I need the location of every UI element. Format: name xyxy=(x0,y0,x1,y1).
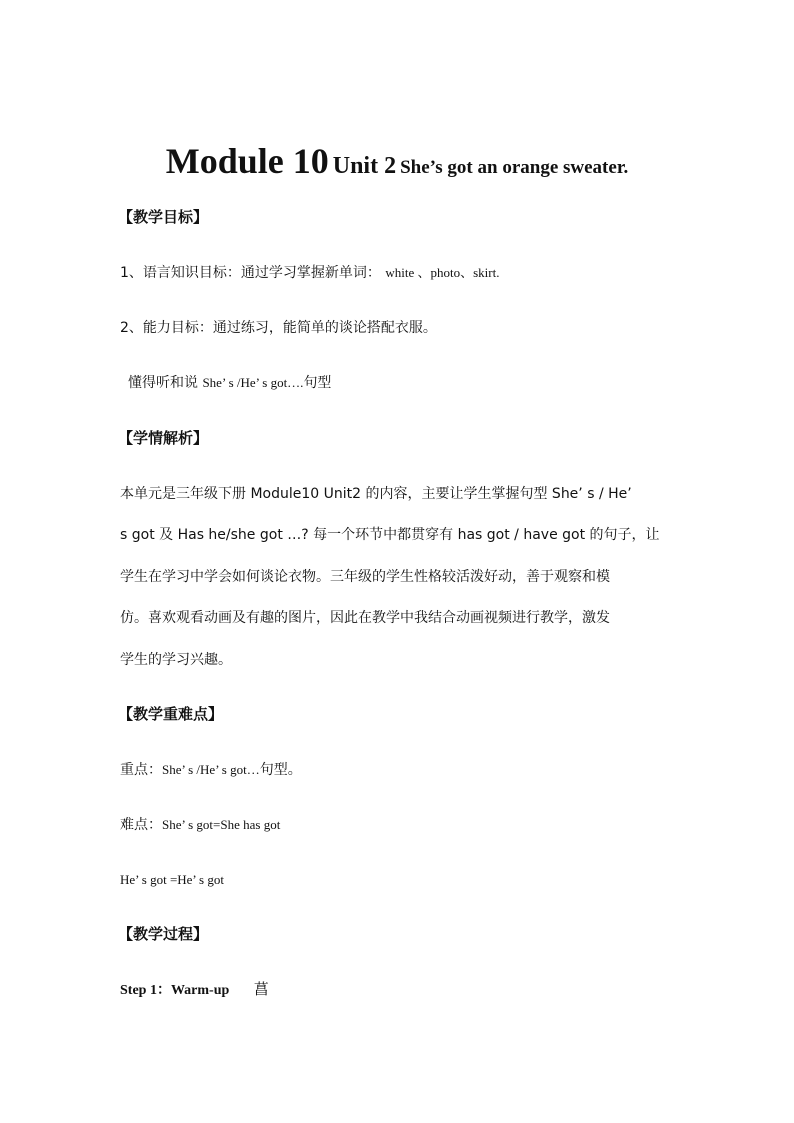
analysis-line: s got 及 Has he/she got …? 每一个环节中都贯穿有 has got / have got 的句子，让 xyxy=(120,527,660,543)
key-point-label: 重点： xyxy=(120,762,162,778)
objective-2-en: She’ s /He’ s got…. xyxy=(202,375,304,390)
key-points-heading: 【教学重难点】 xyxy=(118,705,224,723)
step-1-label: Step 1：Warm-up xyxy=(120,983,230,998)
analysis-line: 学生在学习中学会如何谈论衣物。三年级的学生性格较活泼好动，善于观察和模 xyxy=(120,569,610,585)
difficulty-en: She’ s got=She has got xyxy=(162,817,281,832)
step-1 xyxy=(120,980,680,1000)
analysis-line: 学生的学习兴趣。 xyxy=(120,652,232,668)
objective-2-tail: 句型 xyxy=(303,375,332,391)
objectives-heading: 【教学目标】 xyxy=(118,208,209,226)
difficulty-point xyxy=(120,816,680,834)
title-module: Module 10 xyxy=(165,141,329,181)
objective-1-label: 1、语言知识目标：通过学习掌握新单词： xyxy=(120,265,381,281)
title-lesson: She’s got an orange sweater. xyxy=(400,157,629,178)
title-unit: Unit 2 xyxy=(332,153,397,179)
key-point-en: She’ s /He’ s got… xyxy=(162,762,260,777)
difficulty-line-2: He’ s got =He’ s got xyxy=(120,872,224,887)
key-point xyxy=(120,761,680,779)
objective-2-continued xyxy=(128,374,688,392)
objective-1 xyxy=(120,264,680,282)
page-title xyxy=(0,140,794,182)
objective-2: 2、能力目标：通过练习，能简单的谈论搭配衣服。 xyxy=(120,320,437,336)
difficulty-label: 难点： xyxy=(120,817,162,833)
analysis-line: 本单元是三年级下册 Module10 Unit2 的内容，主要让学生掌握句型 She’ s / He’ xyxy=(120,486,632,502)
objective-2-cn: 懂得听和说 xyxy=(128,375,198,391)
objective-1-words: white 、photo、skirt. xyxy=(385,265,500,280)
analysis-line: 仿。喜欢观看动画及有趣的图片，因此在教学中我结合动画视频进行教学，激发 xyxy=(120,610,610,626)
step-1-glyph: 菖 xyxy=(253,980,269,998)
process-heading: 【教学过程】 xyxy=(118,925,209,943)
key-point-tail: 句型。 xyxy=(259,762,302,778)
analysis-heading: 【学情解析】 xyxy=(118,429,209,447)
